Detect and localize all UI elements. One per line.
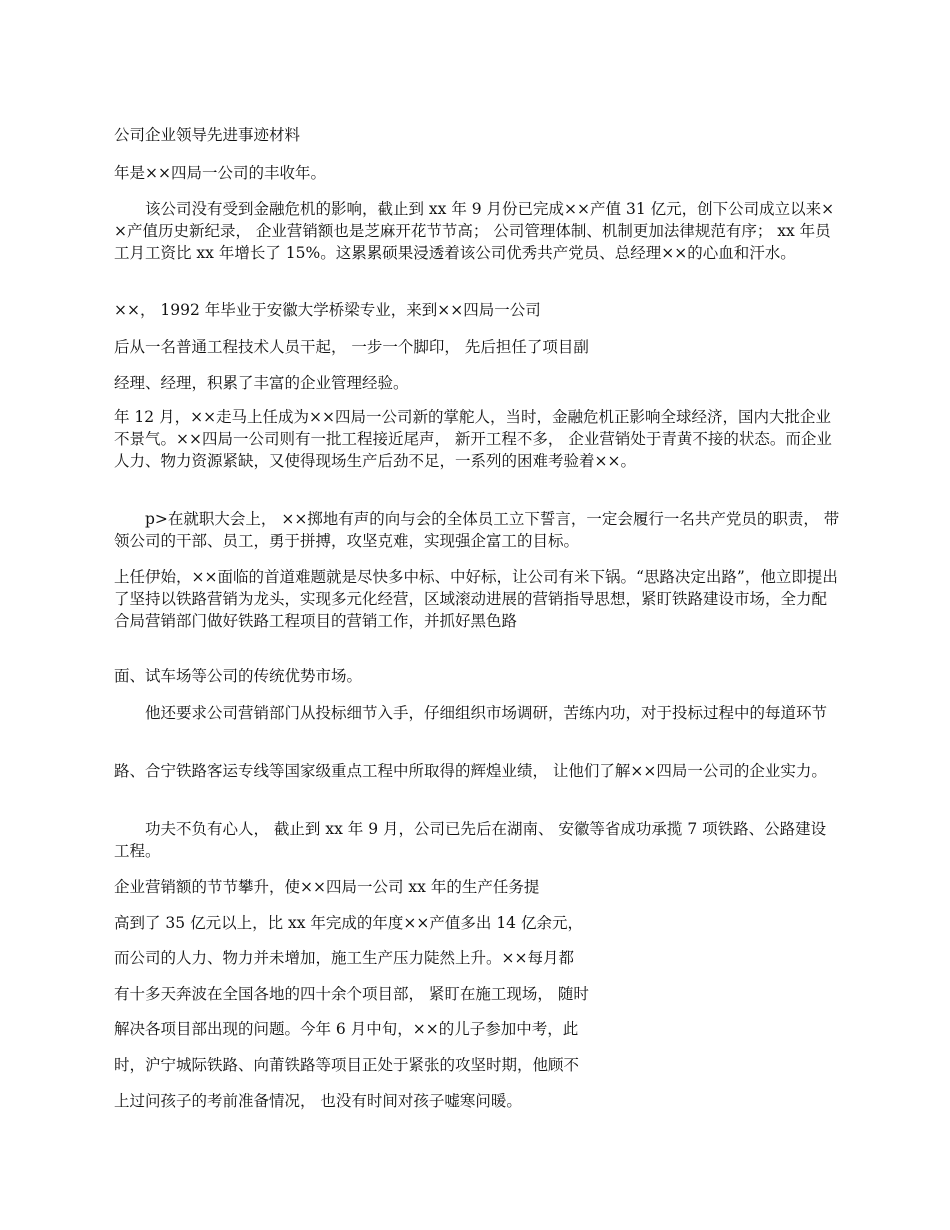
document-title: 公司企业领导先进事迹材料 xyxy=(114,126,301,144)
paragraph-19: 上过问孩子的考前准备情况， 也没有时间对孩子嘘寒问暖。 xyxy=(114,1092,522,1110)
paragraph-5: 经理、经理，积累了丰富的企业管理经验。 xyxy=(114,374,409,392)
paragraph-8: 上任伊始，××面临的首道难题就是尽快多中标、中好标，让公司有米下锅。“思路决定出路”，他立即提出了坚持以铁路营销为龙头，实现多元化经营，区域滚动进展的营销指导思想，紧盯铁路建设市场，全力配合局营销部门做好铁路工程项目的营销工作，并抓好黑色路 xyxy=(114,568,838,630)
paragraph-18: 时，沪宁城际铁路、向莆铁路等项目正处于紧张的攻坚时期，他顾不 xyxy=(114,1056,580,1074)
paragraph-7: p>在就职大会上， ××掷地有声的向与会的全体员工立下誓言，一定会履行一名共产党员的职责， 带领公司的干部、员工，勇于拼搏，攻坚克难，实现强企富工的目标。 xyxy=(114,510,840,550)
paragraph-3: ××， 1992 年毕业于安徽大学桥梁专业，来到××四局一公司 xyxy=(114,301,541,319)
paragraph-14: 高到了 35 亿元以上，比 xx 年完成的年度××产值多出 14 亿余元， xyxy=(114,914,583,932)
paragraph-15: 而公司的人力、物力并未增加，施工生产压力陡然上升。××每月都 xyxy=(114,949,574,967)
paragraph-2: 该公司没有受到金融危机的影响，截止到 xx 年 9 月份已完成××产值 31 亿元，创下公司成立以来××产值历史新纪录， 企业营销额也是芝麻开花节节高； 公司管理体制、机制更加法律规范有序； xx 年员工月工资比 xx 年增长了 15%。这累累硕果浸透着该公司优秀共产党员、总经理××的心血和汗水。 xyxy=(114,200,835,262)
paragraph-12: 功夫不负有心人， 截止到 xx 年 9 月，公司已先后在湖南、 安徽等省成功承揽 7 项铁路、公路建设工程。 xyxy=(114,820,827,860)
paragraph-6: 年 12 月，××走马上任成为××四局一公司新的掌舵人，当时，金融危机正影响全球经济，国内大批企业不景气。××四局一公司则有一批工程接近尾声， 新开工程不多， 企业营销处于青黄不接的状态。而企业人力、物力资源紧缺，又使得现场生产后劲不足，一系列的困难考验着××。 xyxy=(114,408,832,470)
paragraph-9: 面、试车场等公司的传统优势市场。 xyxy=(114,667,363,685)
paragraph-10: 他还要求公司营销部门从投标细节入手，仔细组织市场调研，苦练内功，对于投标过程中的每道环节 xyxy=(145,704,828,722)
paragraph-17: 解决各项目部出现的问题。今年 6 月中旬，××的儿子参加中考，此 xyxy=(114,1020,579,1038)
paragraph-4: 后从一名普通工程技术人员干起， 一步一个脚印， 先后担任了项目副 xyxy=(114,338,589,356)
paragraph-16: 有十多天奔波在全国各地的四十余个项目部， 紧盯在施工现场， 随时 xyxy=(114,985,589,1003)
paragraph-11: 路、合宁铁路客运专线等国家级重点工程中所取得的辉煌业绩， 让他们了解××四局一公司的企业实力。 xyxy=(114,762,827,780)
paragraph-13: 企业营销额的节节攀升，使××四局一公司 xx 年的生产任务提 xyxy=(114,878,540,896)
paragraph-1: 年是××四局一公司的丰收年。 xyxy=(114,164,326,182)
